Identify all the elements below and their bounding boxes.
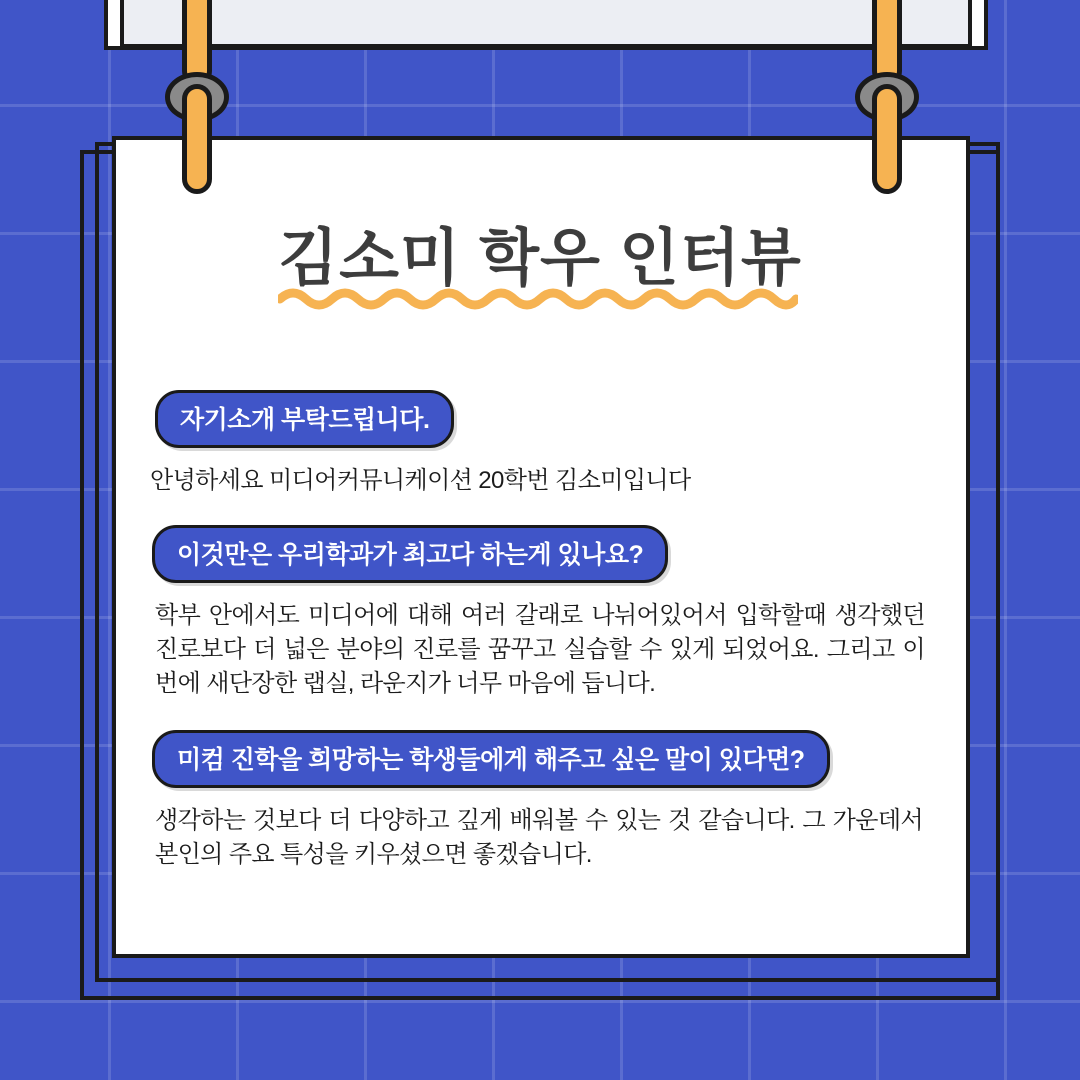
qa-block-1: [0, 390, 1080, 498]
page-title: 김소미 학우 인터뷰: [278, 224, 802, 293]
wavy-underline-icon: [278, 285, 798, 311]
answer-text-3: 생각하는 것보다 더 다양하고 깊게 배워볼 수 있는 것 같습니다. 그 가운데서 본인의 주요 특성을 키우셨으면 좋겠습니다.: [155, 807, 923, 869]
binder-clip-right-icon: [855, 0, 919, 200]
answer-text-1: 안녕하세요 미디어커뮤니케이션 20학번 김소미입니다: [150, 467, 691, 494]
background-sheet: [120, 0, 972, 48]
binder-clip-left-icon: [165, 0, 229, 200]
question-pill-2: 이것만은 우리학과가 최고다 하는게 있나요?: [152, 525, 668, 583]
qa-block-2: [0, 525, 1080, 701]
question-pill-1: 자기소개 부탁드립니다.: [155, 390, 454, 448]
clip-bar-bottom: [182, 84, 212, 194]
answer-text-2: 학부 안에서도 미디어에 대해 여러 갈래로 나뉘어있어서 입학할때 생각했던 진로보다 더 넓은 분야의 진로를 꿈꾸고 실습할 수 있게 되었어요. 그리고 이번에 새단장한 랩실, 라운지가 너무 마음에 듭니다.: [155, 602, 925, 698]
qa-block-3: [0, 730, 1080, 872]
clip-bar-bottom: [872, 84, 902, 194]
question-pill-3: 미컴 진학을 희망하는 학생들에게 해주고 싶은 말이 있다면?: [152, 730, 830, 788]
